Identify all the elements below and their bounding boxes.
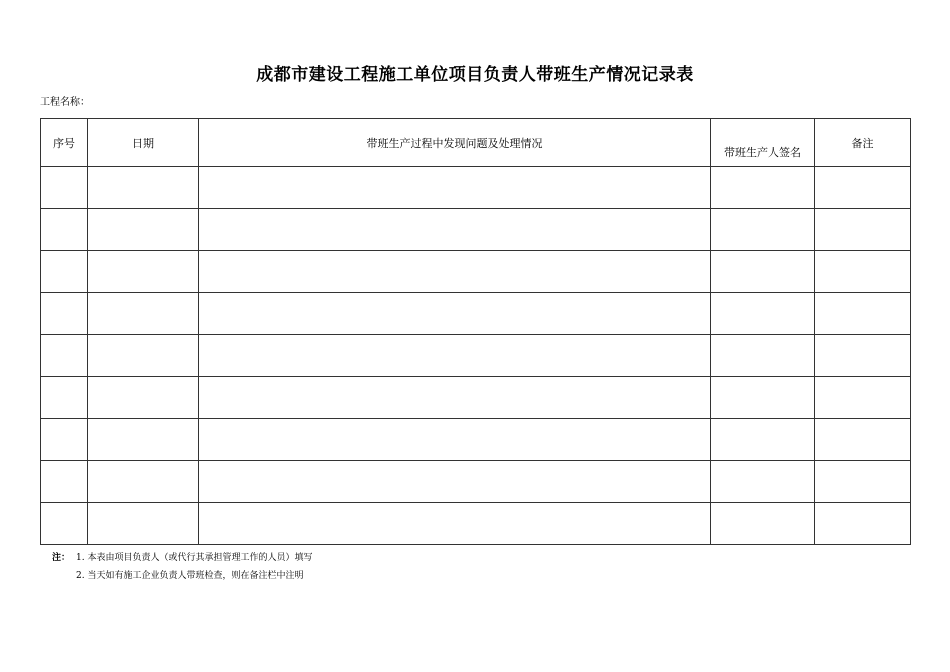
cell-signature[interactable] bbox=[711, 251, 815, 293]
cell-remarks[interactable] bbox=[815, 419, 911, 461]
note-line-1 bbox=[52, 549, 312, 567]
cell-issues[interactable] bbox=[199, 251, 711, 293]
cell-serial[interactable] bbox=[41, 167, 88, 209]
cell-date[interactable] bbox=[88, 503, 199, 545]
note-item: 2. 当天如有施工企业负责人带班检查，则在备注栏中注明 bbox=[76, 571, 304, 581]
cell-serial[interactable] bbox=[41, 209, 88, 251]
cell-issues[interactable] bbox=[199, 335, 711, 377]
cell-issues[interactable] bbox=[199, 377, 711, 419]
cell-issues[interactable] bbox=[199, 461, 711, 503]
cell-date[interactable] bbox=[88, 461, 199, 503]
project-name-label: 工程名称： bbox=[40, 97, 90, 108]
cell-remarks[interactable] bbox=[815, 377, 911, 419]
cell-issues[interactable] bbox=[199, 293, 711, 335]
cell-date[interactable] bbox=[88, 335, 199, 377]
cell-signature[interactable] bbox=[711, 209, 815, 251]
cell-issues[interactable] bbox=[199, 503, 711, 545]
cell-issues[interactable] bbox=[199, 209, 711, 251]
table-row bbox=[41, 377, 911, 419]
cell-date[interactable] bbox=[88, 377, 199, 419]
notes-label: 注： bbox=[52, 553, 71, 563]
header-date: 日期 bbox=[88, 119, 199, 167]
table-row bbox=[41, 209, 911, 251]
cell-signature[interactable] bbox=[711, 167, 815, 209]
cell-signature[interactable] bbox=[711, 335, 815, 377]
cell-signature[interactable] bbox=[711, 461, 815, 503]
notes-section bbox=[52, 549, 312, 585]
table-row bbox=[41, 335, 911, 377]
cell-date[interactable] bbox=[88, 419, 199, 461]
table-row bbox=[41, 419, 911, 461]
cell-serial[interactable] bbox=[41, 377, 88, 419]
table-row bbox=[41, 167, 911, 209]
cell-remarks[interactable] bbox=[815, 293, 911, 335]
cell-date[interactable] bbox=[88, 251, 199, 293]
cell-issues[interactable] bbox=[199, 419, 711, 461]
cell-date[interactable] bbox=[88, 167, 199, 209]
cell-serial[interactable] bbox=[41, 293, 88, 335]
table-row bbox=[41, 461, 911, 503]
cell-remarks[interactable] bbox=[815, 461, 911, 503]
table-header-row bbox=[41, 119, 911, 167]
cell-serial[interactable] bbox=[41, 503, 88, 545]
cell-remarks[interactable] bbox=[815, 503, 911, 545]
table-row bbox=[41, 251, 911, 293]
table-row bbox=[41, 503, 911, 545]
cell-remarks[interactable] bbox=[815, 251, 911, 293]
cell-date[interactable] bbox=[88, 293, 199, 335]
cell-signature[interactable] bbox=[711, 503, 815, 545]
record-table bbox=[40, 118, 911, 545]
cell-serial[interactable] bbox=[41, 461, 88, 503]
cell-signature[interactable] bbox=[711, 377, 815, 419]
cell-remarks[interactable] bbox=[815, 209, 911, 251]
cell-signature[interactable] bbox=[711, 419, 815, 461]
cell-serial[interactable] bbox=[41, 335, 88, 377]
cell-issues[interactable] bbox=[199, 167, 711, 209]
cell-remarks[interactable] bbox=[815, 167, 911, 209]
document-title: 成都市建设工程施工单位项目负责人带班生产情况记录表 bbox=[256, 65, 694, 85]
header-issues-handling: 带班生产过程中发现问题及处理情况 bbox=[199, 119, 711, 167]
note-item: 1. 本表由项目负责人（或代行其承担管理工作的人员）填写 bbox=[76, 553, 313, 563]
cell-signature[interactable] bbox=[711, 293, 815, 335]
note-line-2 bbox=[52, 567, 312, 585]
header-signature: 带班生产人签名 bbox=[711, 119, 815, 167]
cell-remarks[interactable] bbox=[815, 335, 911, 377]
cell-serial[interactable] bbox=[41, 419, 88, 461]
cell-date[interactable] bbox=[88, 209, 199, 251]
table-row bbox=[41, 293, 911, 335]
cell-serial[interactable] bbox=[41, 251, 88, 293]
header-serial-number: 序号 bbox=[41, 119, 88, 167]
header-remarks: 备注 bbox=[815, 119, 911, 167]
